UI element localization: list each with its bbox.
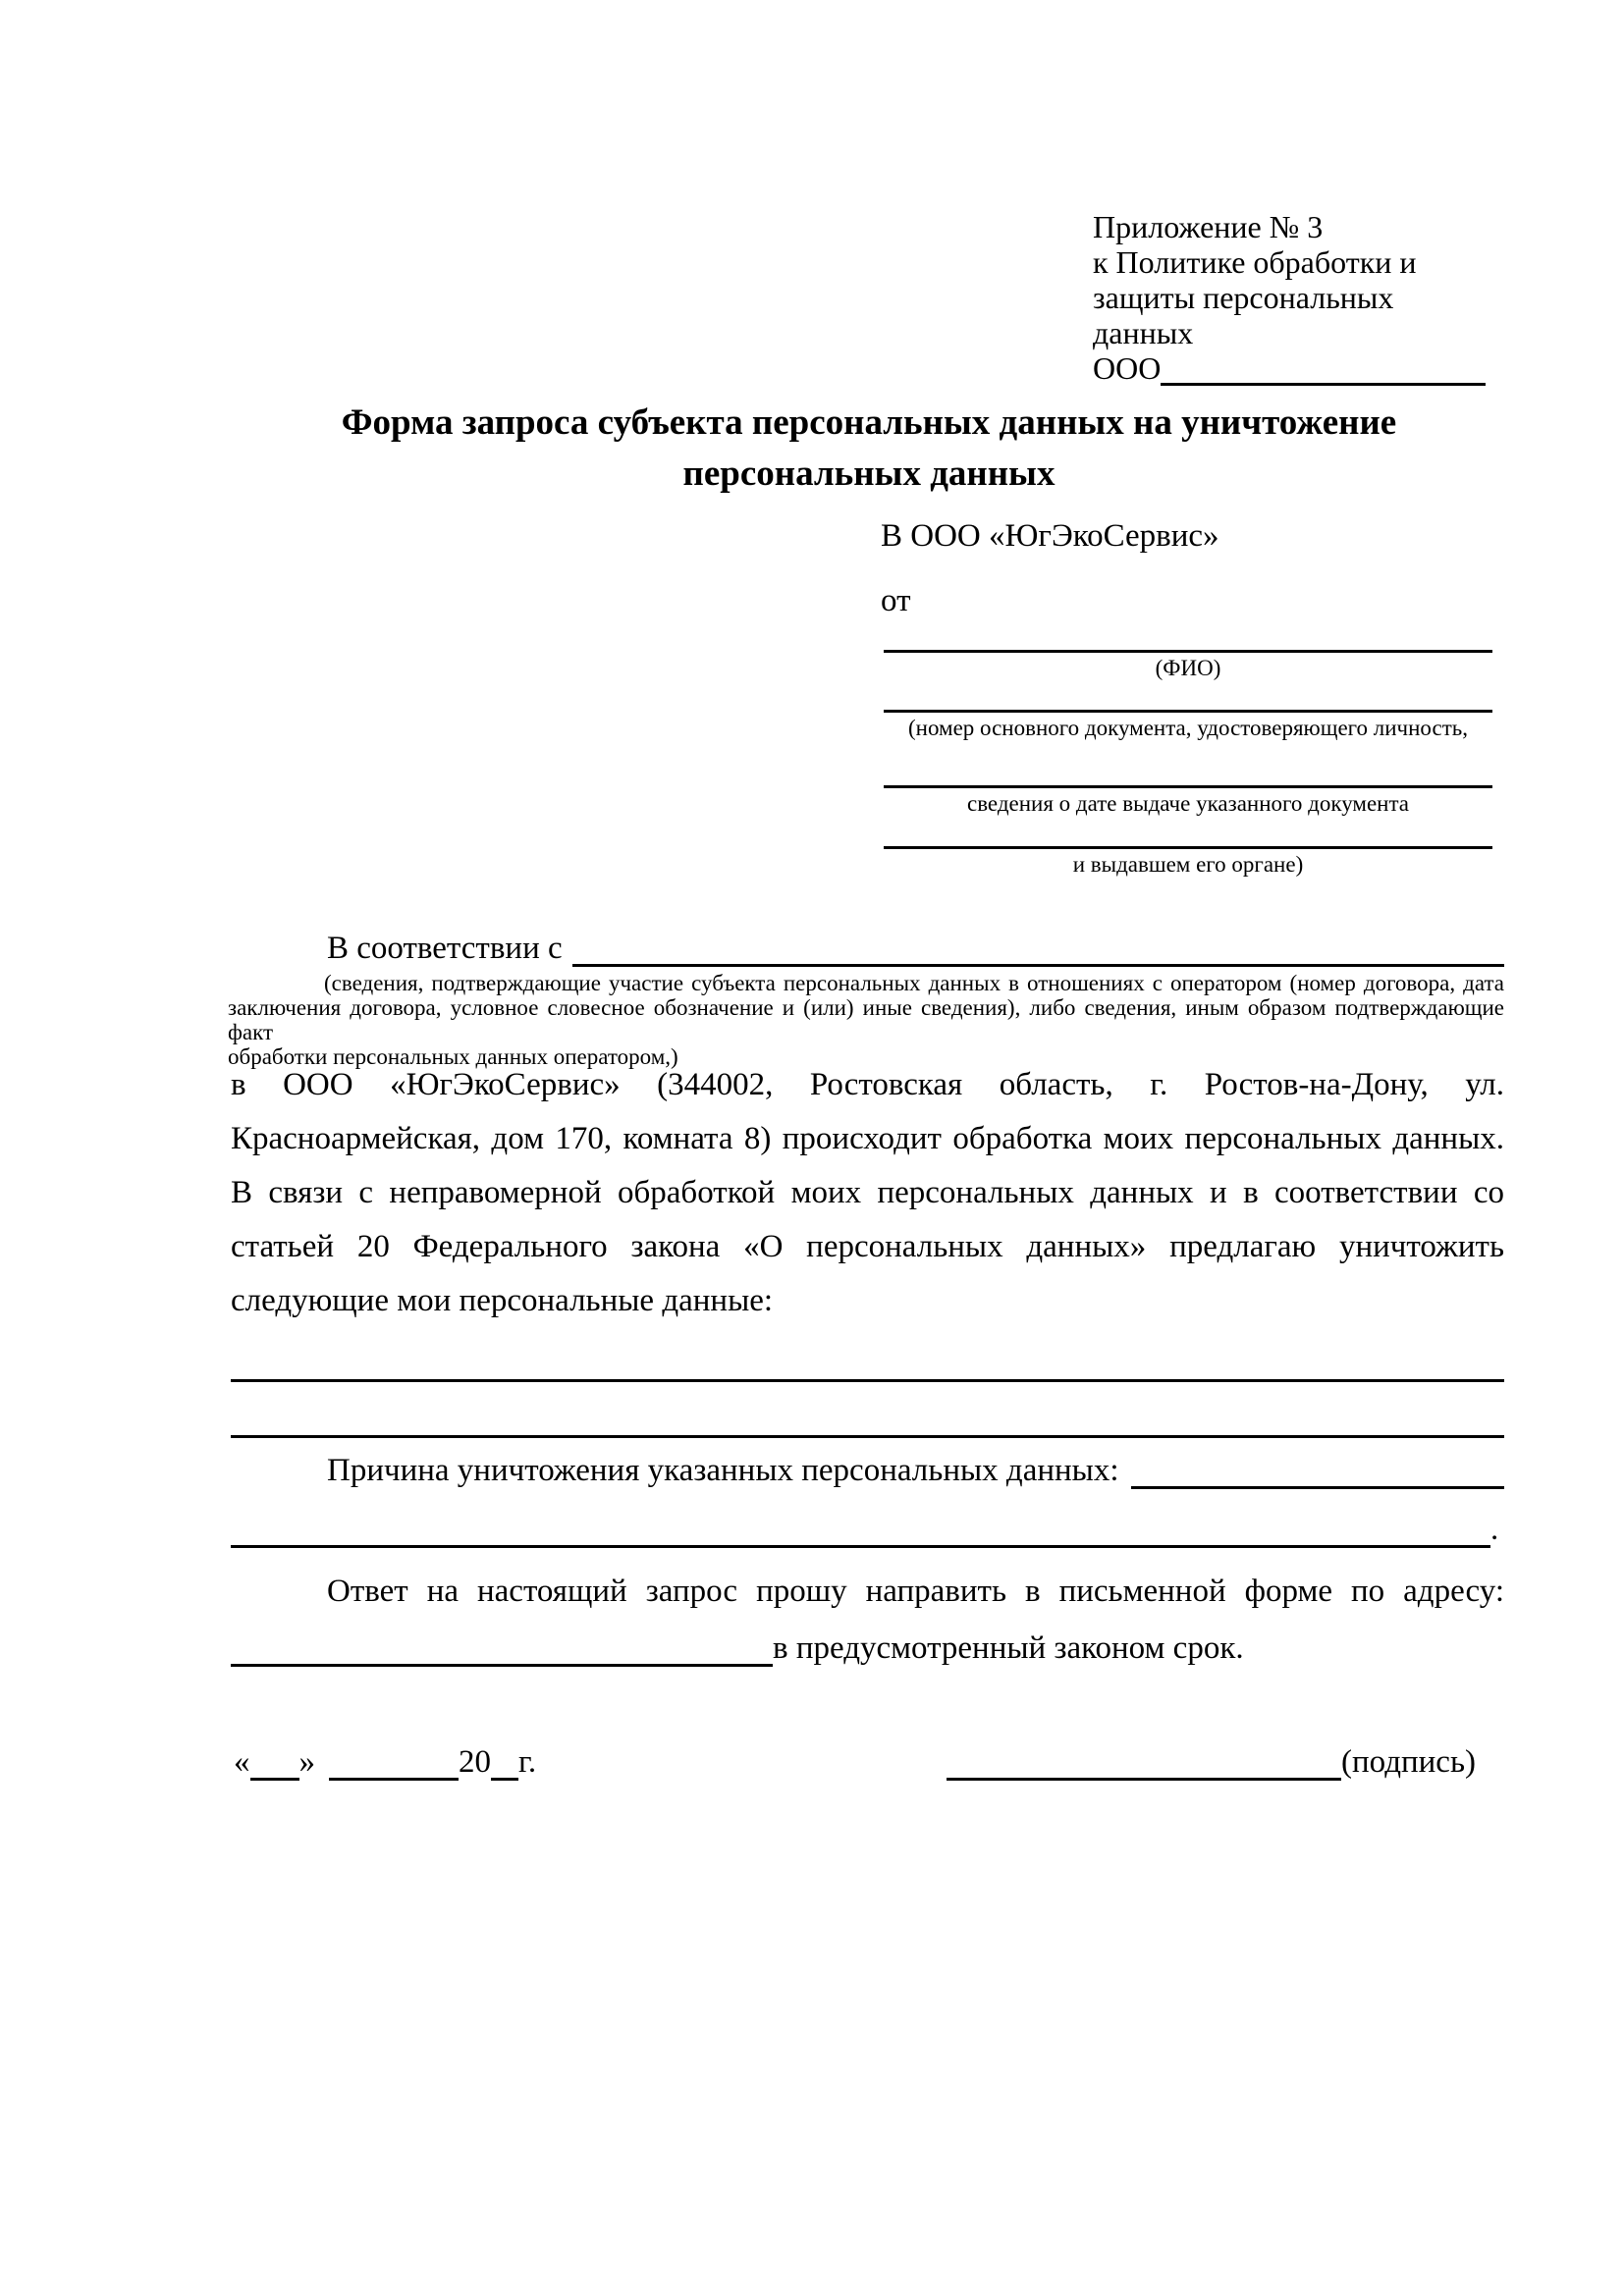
signature-group — [947, 1742, 1476, 1781]
date-group — [234, 1742, 536, 1781]
body-line-5: следующие мои персональные данные: — [231, 1283, 774, 1318]
year-suffix: г. — [518, 1744, 537, 1780]
addressee-organization: В ООО «ЮгЭкоСервис» — [881, 518, 1219, 554]
answer-sentence: Ответ на настоящий запрос прошу направить в письменной форме по адресу: — [327, 1574, 1504, 1609]
answer-address-row — [231, 1625, 1504, 1667]
fio-caption: (ФИО) — [1155, 656, 1221, 680]
trailing-period: . — [1490, 1512, 1499, 1547]
issue-date-caption: сведения о дате выдаче указанного документа — [966, 791, 1410, 816]
body-line-4: статьей 20 Федерального закона «О персональных данных» предлагаю уничтожить — [231, 1229, 1504, 1264]
appendix-org-row — [1093, 350, 1486, 386]
document-title: Форма запроса субъекта персональных данных на уничтожение персональных данных — [341, 402, 1397, 494]
reason-row — [231, 1453, 1504, 1489]
org-name-blank-line — [1161, 353, 1486, 386]
fineprint-line-3: обработки персональных данных оператором,) — [228, 1044, 678, 1069]
answer-tail: в предусмотренный законом срок. — [773, 1630, 1244, 1666]
date-close-quote: » — [298, 1744, 315, 1780]
reason-continuation-blank-line — [231, 1512, 1490, 1548]
accordance-row — [231, 931, 1504, 967]
body-paragraph — [231, 1060, 1504, 1330]
issuing-authority-blank-line — [884, 846, 1492, 849]
month-blank-line — [329, 1742, 459, 1781]
personal-data-blank-line-2 — [231, 1435, 1504, 1438]
reason-label: Причина уничтожения указанных персональных данных: — [327, 1453, 1119, 1488]
appendix-line-2: к Политике обработки и — [1093, 244, 1417, 280]
appendix-line-3: защиты персональных данных — [1093, 280, 1394, 350]
year-blank-line — [491, 1742, 518, 1781]
fio-blank-line — [884, 650, 1492, 653]
org-prefix: ООО — [1093, 350, 1162, 386]
reason-continuation-row — [231, 1512, 1504, 1548]
issuing-authority-caption: и выдавшем его органе) — [1072, 852, 1304, 877]
signature-caption: (подпись) — [1341, 1744, 1476, 1780]
accordance-label: В соответствии с — [327, 931, 563, 966]
body-line-2: Красноармейская, дом 170, комната 8) происходит обработка моих персональных данных. — [231, 1121, 1504, 1156]
year-prefix: 20 — [459, 1744, 491, 1780]
address-blank-line — [231, 1625, 773, 1667]
document-number-caption: (номер основного документа, удостоверяющего личность, — [907, 716, 1468, 740]
fineprint-line-1: (сведения, подтверждающие участие субъекта персональных данных в отношениях с оператором (номер договора, дата — [324, 971, 1504, 995]
day-blank-line — [250, 1742, 299, 1781]
appendix-block — [1093, 209, 1486, 386]
appendix-line-1: Приложение № 3 — [1093, 209, 1324, 244]
document-number-blank-line — [884, 710, 1492, 713]
date-open-quote: « — [234, 1744, 250, 1780]
fineprint-line-2: заключения договора, условное словесное обозначение и (или) иные сведения), либо сведения, иным образом подтверждающие факт — [228, 995, 1504, 1044]
date-signature-row — [234, 1742, 1476, 1781]
issue-date-blank-line — [884, 785, 1492, 788]
body-line-1: в ООО «ЮгЭкоСервис» (344002, Ростовская область, г. Ростов-на-Дону, ул. — [231, 1067, 1504, 1102]
reason-blank-line — [1131, 1453, 1504, 1489]
signature-blank-line — [947, 1742, 1341, 1781]
fineprint-block — [228, 971, 1504, 1069]
personal-data-blank-line-1 — [231, 1379, 1504, 1382]
body-line-3: В связи с неправомерной обработкой моих персональных данных и в соответствии со — [231, 1175, 1504, 1210]
accordance-blank-line — [572, 931, 1504, 967]
addressee-from-label: от — [881, 583, 911, 618]
